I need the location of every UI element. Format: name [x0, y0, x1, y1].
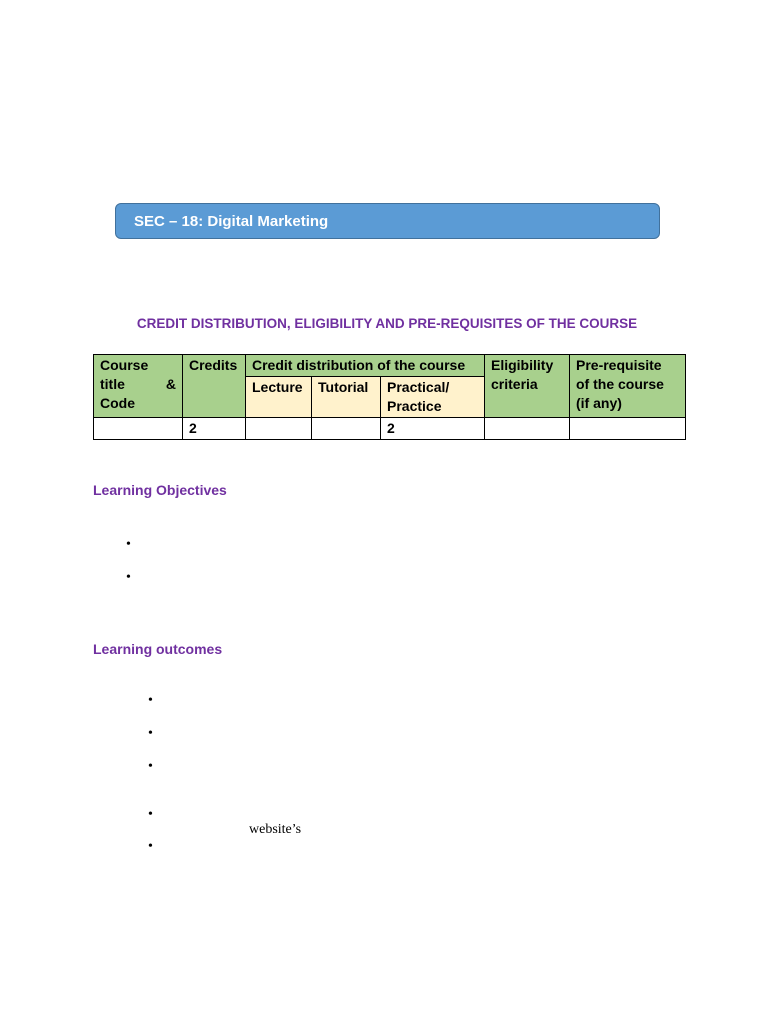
cell-lecture — [246, 418, 312, 440]
header-lecture-label: Lecture — [252, 379, 303, 395]
header-prerequisite-line1: Pre-requisite — [576, 357, 662, 373]
header-tutorial — [312, 377, 381, 418]
list-item: • — [126, 537, 131, 552]
cell-credits: 2 — [183, 418, 246, 440]
header-credit-distribution-label: Credit distribution of the course — [252, 357, 466, 373]
header-course-title-line3: Code — [100, 395, 135, 411]
cell-practical: 2 — [381, 418, 485, 440]
header-prerequisite — [570, 355, 686, 418]
header-lecture — [246, 377, 312, 418]
list-item: • — [126, 570, 131, 585]
list-item: • — [148, 693, 153, 708]
header-eligibility-line1: Eligibility — [491, 357, 554, 373]
list-item: • — [148, 759, 153, 774]
cell-eligibility — [485, 418, 570, 440]
header-practical-line2: Practice — [387, 398, 442, 414]
cell-course — [94, 418, 183, 440]
header-credits — [183, 355, 246, 418]
credit-distribution-table — [93, 354, 686, 440]
header-course-title-line1: Course — [100, 357, 149, 373]
cell-tutorial — [312, 418, 381, 440]
header-credits-label: Credits — [189, 357, 238, 373]
list-item: • — [148, 807, 153, 822]
outcome-text-fragment: website’s — [249, 822, 302, 837]
learning-objectives-heading: Learning Objectives — [93, 482, 227, 498]
learning-outcomes-heading: Learning outcomes — [93, 641, 223, 657]
list-item: • — [148, 839, 153, 854]
course-title-banner — [115, 203, 660, 239]
header-prerequisite-line3: (if any) — [576, 395, 622, 411]
header-practical-line1: Practical/ — [387, 379, 450, 395]
header-eligibility-line2: criteria — [491, 376, 538, 392]
header-tutorial-label: Tutorial — [318, 379, 369, 395]
header-prerequisite-line2: of the course — [576, 376, 664, 392]
header-course-title-code — [94, 355, 183, 418]
header-practical — [381, 377, 485, 418]
credit-distribution-heading: CREDIT DISTRIBUTION, ELIGIBILITY AND PRE-REQUISITES OF THE COURSE — [136, 316, 638, 331]
header-credit-distribution — [246, 355, 485, 377]
header-course-title-word: title — [100, 376, 125, 392]
header-course-title-ampersand: & — [165, 376, 176, 392]
table-row — [94, 418, 686, 440]
cell-prerequisite — [570, 418, 686, 440]
header-course-title-line2 — [100, 375, 176, 394]
course-title: SEC – 18: Digital Marketing — [134, 212, 329, 230]
list-item: • — [148, 726, 153, 741]
header-eligibility — [485, 355, 570, 418]
